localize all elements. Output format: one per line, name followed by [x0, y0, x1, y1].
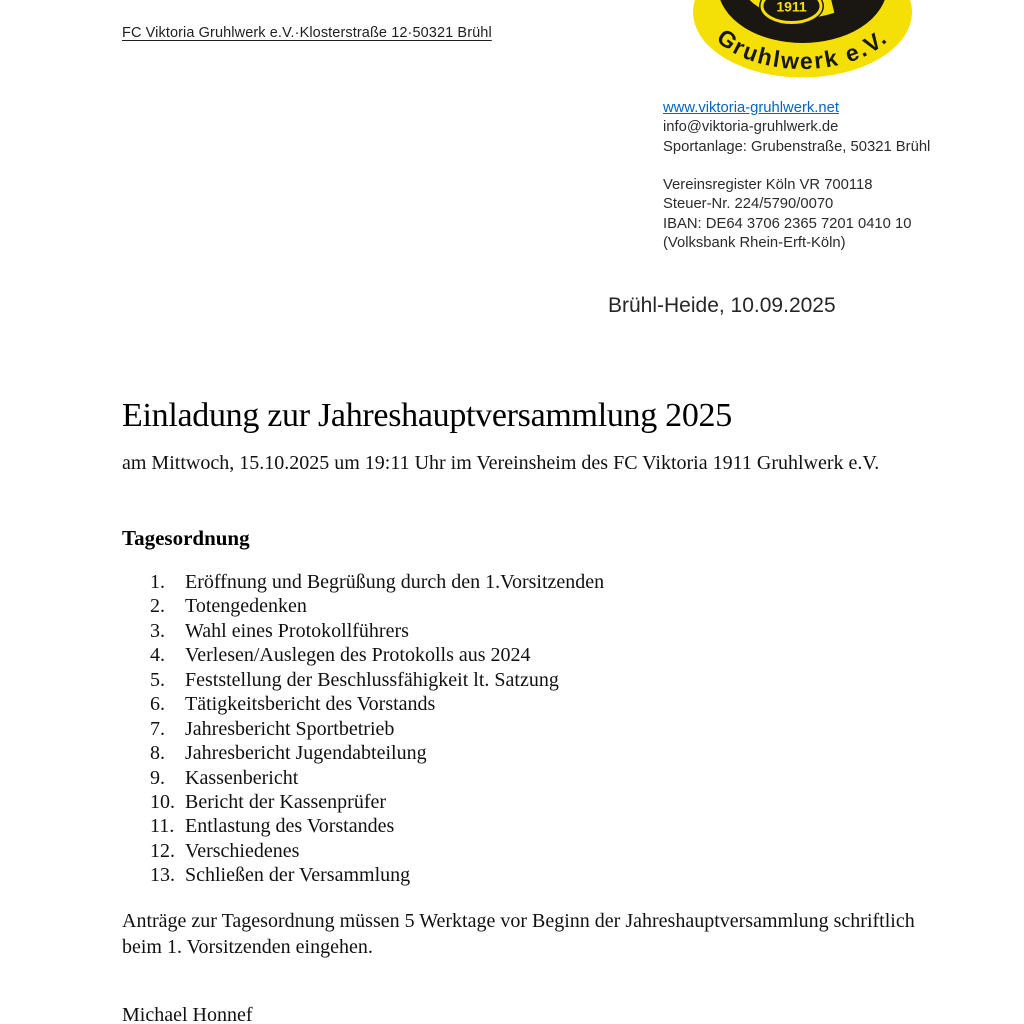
contact-spacer: [663, 157, 930, 176]
closing-note: Anträge zur Tagesordnung müssen 5 Werktage vor Beginn der Jahreshauptversammlung schriftlich beim 1. Vorsitzenden eingehen.: [122, 910, 915, 958]
agenda-item: [150, 790, 604, 814]
agenda-heading: Tagesordnung: [122, 526, 250, 550]
agenda-item: [150, 619, 604, 643]
agenda-item: [150, 570, 604, 594]
agenda-item-text: Jahresbericht Sportbetrieb: [185, 717, 395, 740]
agenda-item-text: Schließen der Versammlung: [185, 864, 411, 887]
club-logo: [692, 0, 913, 78]
club-logo-icon: [692, 0, 913, 78]
agenda-item: [150, 692, 604, 716]
agenda-item-number: 12.: [150, 839, 175, 862]
agenda-item-text: Bericht der Kassenprüfer: [185, 790, 387, 813]
contact-sportanlage: Sportanlage: Grubenstraße, 50321 Brühl: [663, 138, 931, 155]
place-date-line: Brühl-Heide, 10.09.2025: [608, 294, 836, 317]
contact-steuer: Steuer-Nr. 224/5790/0070: [663, 196, 834, 213]
agenda-item-text: Tätigkeitsbericht des Vorstands: [185, 693, 436, 716]
agenda-item-number: 2.: [150, 595, 165, 618]
agenda-item: [150, 594, 604, 618]
contact-register: Vereinsregister Köln VR 700118: [663, 177, 873, 194]
agenda-item-text: Feststellung der Beschlussfähigkeit lt. Satzung: [185, 668, 559, 691]
contact-email: info@viktoria-gruhlwerk.de: [663, 119, 839, 136]
signature-name: Michael Honnef: [122, 1004, 253, 1024]
contact-bank: (Volksbank Rhein-Erft-Köln): [663, 235, 846, 252]
document-title: Einladung zur Jahreshauptversammlung 2025: [122, 397, 732, 434]
agenda-item-number: 10.: [150, 790, 175, 813]
agenda-item-text: Wahl eines Protokollführers: [185, 619, 409, 642]
agenda-item-number: 1.: [150, 571, 165, 593]
agenda-item-number: 3.: [150, 619, 165, 642]
agenda-item-text: Eröffnung und Begrüßung durch den 1.Vorsitzenden: [185, 571, 605, 593]
agenda-item: [150, 814, 604, 838]
logo-curved-text: Gruhlwerk e.V.: [712, 23, 893, 75]
agenda-item: [150, 839, 604, 863]
agenda-item-text: Kassenbericht: [185, 766, 299, 789]
agenda-list: [150, 570, 604, 888]
agenda-item-number: 5.: [150, 668, 165, 691]
website-link[interactable]: www.viktoria-gruhlwerk.net: [663, 100, 839, 116]
agenda-item: [150, 741, 604, 765]
agenda-item-number: 13.: [150, 864, 175, 887]
sender-address-line: FC Viktoria Gruhlwerk e.V.·Klosterstraße 12·50321 Brühl: [122, 25, 492, 41]
contact-iban: IBAN: DE64 3706 2365 7201 0410 10: [663, 215, 912, 232]
agenda-item-number: 4.: [150, 644, 165, 667]
agenda-item-number: 11.: [150, 815, 175, 838]
agenda-item-number: 6.: [150, 693, 165, 716]
agenda-item: [150, 643, 604, 667]
agenda-item-number: 8.: [150, 742, 165, 765]
agenda-item-text: Totengedenken: [185, 595, 307, 618]
agenda-item: [150, 668, 604, 692]
agenda-item-text: Entlastung des Vorstandes: [185, 815, 395, 838]
agenda-item-text: Jahresbericht Jugendabteilung: [185, 742, 427, 765]
agenda-item-number: 9.: [150, 766, 165, 789]
document-subtitle: am Mittwoch, 15.10.2025 um 19:11 Uhr im Vereinsheim des FC Viktoria 1911 Gruhlwerk e.V.: [122, 452, 880, 474]
agenda-item: [150, 766, 604, 790]
agenda-item: [150, 863, 604, 887]
contact-block: [663, 99, 930, 253]
agenda-item: [150, 717, 604, 741]
agenda-item-text: Verlesen/Auslegen des Protokolls aus 2024: [185, 644, 531, 667]
agenda-item-text: Verschiedenes: [185, 839, 300, 862]
agenda-item-number: 7.: [150, 717, 165, 740]
logo-year-label: 1911: [776, 0, 807, 15]
